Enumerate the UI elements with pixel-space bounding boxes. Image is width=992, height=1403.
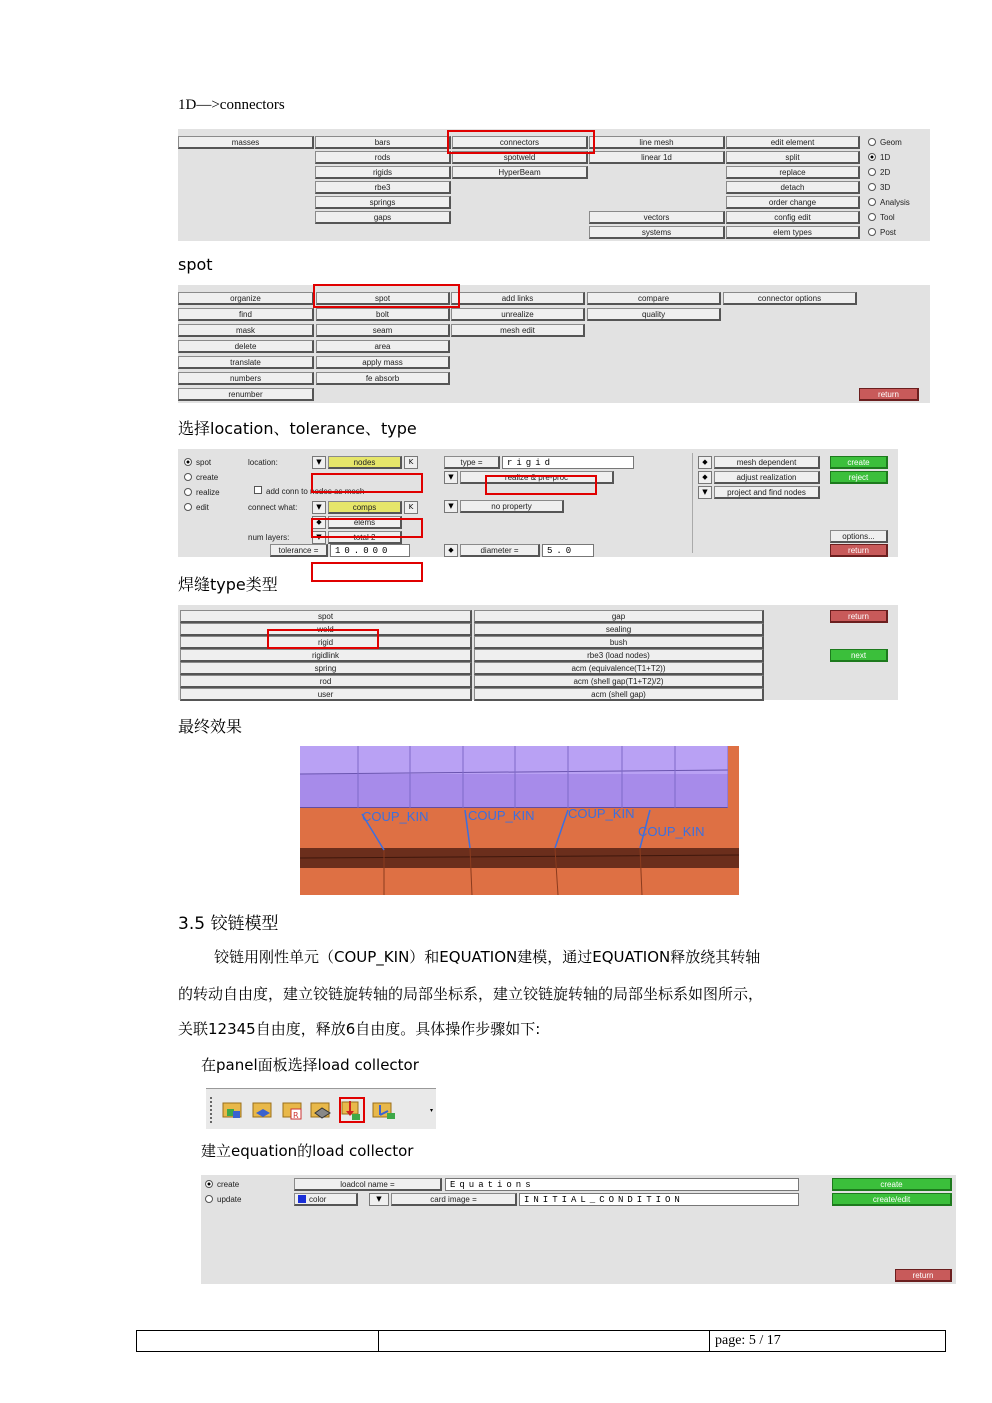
project-find-nodes-button[interactable]: project and find nodes [714,486,820,499]
type-weld-button[interactable]: weld [180,623,472,636]
section-heading-hinge: 3.5 铰链模型 [178,914,279,934]
replace-button[interactable]: replace [726,166,860,179]
mesh-dep-toggle-icon[interactable]: ◆ [698,456,712,469]
heading-1d-connectors: 1D—>connectors [178,97,285,113]
spot-button[interactable]: spot [316,292,450,305]
line-mesh-button[interactable]: line mesh [589,136,725,149]
add-conn-checkbox[interactable]: add conn to nodes as mesh [254,486,364,497]
hyperbeam-button[interactable]: HyperBeam [452,166,588,179]
fe-absorb-button[interactable]: fe absorb [316,372,450,385]
options-button[interactable]: options... [830,530,888,543]
radio-spot[interactable]: spot [184,457,211,468]
radio-geom[interactable]: Geom [868,137,902,148]
location-reset-icon[interactable]: K [404,456,418,469]
mask-button[interactable]: mask [178,324,314,337]
masses-button[interactable]: masses [178,136,314,149]
reject-button[interactable]: reject [830,471,888,484]
type-sealing-button[interactable]: sealing [474,623,764,636]
property-dropdown-icon[interactable]: ▼ [444,500,458,513]
diameter-toggle-icon[interactable]: ◆ [444,544,458,557]
realize-preproc-button[interactable]: realize & pre-proc [460,471,614,484]
page-number: page: 5 / 17 [715,1333,781,1348]
num-layers-button[interactable]: total 2 [328,531,402,544]
coup-kin-label-1: COUP_KIN [362,809,429,824]
loadcol-name-input[interactable]: Equations [445,1178,799,1191]
highlight-tolerance [311,562,423,582]
spot-create-panel [178,449,898,557]
highlight-connectors [447,130,595,154]
paragraph-line-2: 的转动自由度，建立铰链旋转轴的局部坐标系，建立铰链旋转轴的局部坐标系如图所示， [178,985,764,1003]
property-icon[interactable] [282,1099,304,1121]
radio-1d[interactable]: 1D [868,152,890,163]
heading-spot: spot [178,255,213,274]
heading-select-options: 选择location、tolerance、type [178,419,417,438]
num-layers-label: num layers: [248,533,290,542]
adjust-realization-button[interactable]: adjust realization [714,471,820,484]
type-rbe3-button[interactable]: rbe3 (load nodes) [474,649,764,662]
config-edit-button[interactable]: config edit [726,211,860,224]
paragraph-line-5: 建立equation的load collector [201,1142,414,1160]
create-button[interactable]: create [832,1178,952,1191]
seam-button[interactable]: seam [316,324,450,337]
load-collector-toolbar [206,1088,436,1129]
highlight-connect [311,518,423,538]
highlight-type [485,475,597,495]
connectors-button[interactable]: connectors [452,136,588,149]
footer-cell-2 [379,1331,710,1351]
footer-cell-1 [137,1331,379,1351]
tolerance-input[interactable]: 10.000 [330,544,410,557]
tolerance-label[interactable]: tolerance = [270,544,328,557]
coup-kin-label-2: COUP_KIN [468,808,535,823]
connector-options-button[interactable]: connector options [723,292,857,305]
location-label: location: [248,458,278,467]
spot-panel [178,285,930,403]
component-icon[interactable] [252,1099,274,1121]
radio-2d[interactable]: 2D [868,167,890,178]
return-button[interactable]: return [830,544,888,557]
card-image-input[interactable]: INITIAL_CONDITION [519,1193,799,1206]
numbers-button[interactable]: numbers [178,372,314,385]
paragraph-line-1: 铰链用刚性单元（COUP_KIN）和EQUATION建模，通过EQUATION释放绕其转轴 [214,948,761,966]
highlight-rigid [267,629,379,649]
load-collector-panel [201,1175,956,1284]
project-dropdown-icon[interactable]: ▼ [698,486,712,499]
mesh-dependent-button[interactable]: mesh dependent [714,456,820,469]
highlight-spot [313,284,460,308]
create-edit-button[interactable]: create/edit [832,1193,952,1206]
radio-edit[interactable]: edit [184,502,209,513]
realize-dropdown-icon[interactable]: ▼ [444,471,458,484]
linear-1d-button[interactable]: linear 1d [589,151,725,164]
toolbar-grip [210,1097,214,1123]
elem-types-button[interactable]: elem types [726,226,860,239]
type-user-button[interactable]: user [180,688,472,701]
location-nodes-button[interactable]: nodes [328,456,402,469]
radio-create[interactable]: create [205,1179,239,1190]
bolt-button[interactable]: bolt [316,308,450,321]
num-layers-dropdown-icon[interactable]: ▼ [312,531,326,544]
order-change-button[interactable]: order change [726,196,860,209]
load-collector-icon[interactable] [222,1099,244,1121]
apply-mass-button[interactable]: apply mass [316,356,450,369]
translate-button[interactable]: translate [178,356,314,369]
property-button[interactable]: no property [460,500,564,513]
loadcol-name-label[interactable]: loadcol name = [294,1178,442,1191]
toolbar-overflow-icon[interactable]: ▾ [430,1107,434,1114]
rigids-button[interactable]: rigids [315,166,451,179]
weld-type-panel [178,605,898,700]
card-image-dropdown-icon[interactable]: ▼ [369,1193,389,1206]
model-view-image [300,746,739,895]
return-button[interactable]: return [895,1269,952,1282]
coup-kin-label-4: COUP_KIN [638,824,705,839]
radio-tool[interactable]: Tool [868,212,895,223]
type-rigid-button[interactable]: rigid [180,636,472,649]
radio-3d[interactable]: 3D [868,182,890,193]
heading-weld-type: 焊缝type类型 [178,575,278,594]
bars-button[interactable]: bars [315,136,451,149]
find-button[interactable]: find [178,308,314,321]
radio-realize[interactable]: realize [184,487,220,498]
adjust-toggle-icon[interactable]: ◆ [698,471,712,484]
type-rod-button[interactable]: rod [180,675,472,688]
delete-button[interactable]: delete [178,340,314,353]
mesh-edit-button[interactable]: mesh edit [451,324,585,337]
type-bush-button[interactable]: bush [474,636,764,649]
color-swatch [298,1195,306,1203]
compare-button[interactable]: compare [587,292,721,305]
edit-element-button[interactable]: edit element [726,136,860,149]
quality-button[interactable]: quality [587,308,721,321]
renumber-button[interactable]: renumber [178,388,314,401]
connect-reset-icon[interactable]: K [404,501,418,514]
equation-icon[interactable] [339,1097,365,1123]
type-acm-shellgap2-button[interactable]: acm (shell gap(T1+T2)/2) [474,675,764,688]
diameter-input[interactable]: 5.0 [542,544,594,557]
type-spring-button[interactable]: spring [180,662,472,675]
type-acm-equiv-button[interactable]: acm (equivalence(T1+T2)) [474,662,764,675]
area-button[interactable]: area [316,340,450,353]
model-view-svg [300,746,739,895]
radio-create[interactable]: create [184,472,218,483]
type-spot-button[interactable]: spot [180,610,472,623]
paragraph-line-4: 在panel面板选择load collector [201,1056,419,1074]
elems-button[interactable]: elems [328,516,402,529]
system-icon[interactable] [372,1099,398,1121]
next-button[interactable]: next [830,649,888,662]
gaps-button[interactable]: gaps [315,211,451,224]
create-button[interactable]: create [830,456,888,469]
coup-kin-label-3: COUP_KIN [568,806,635,821]
organize-button[interactable]: organize [178,292,314,305]
divider [692,453,693,553]
highlight-location [311,473,423,493]
type-acm-shellgap-button[interactable]: acm (shell gap) [474,688,764,701]
page-footer [136,1330,946,1352]
connect-dropdown-icon[interactable]: ▼ [312,501,326,514]
vectors-button[interactable]: vectors [589,211,725,224]
return-button[interactable]: return [830,610,888,623]
diameter-label[interactable]: diameter = [460,544,540,557]
paragraph-line-3: 关联12345自由度，释放6自由度。具体操作步骤如下: [178,1020,541,1038]
add-links-button[interactable]: add links [451,292,585,305]
type-gap-button[interactable]: gap [474,610,764,623]
radio-update[interactable]: update [205,1194,241,1205]
radio-analysis[interactable]: Analysis [868,197,910,208]
heading-final-effect: 最终效果 [178,717,243,736]
material-icon[interactable] [310,1099,332,1121]
springs-button[interactable]: springs [315,196,451,209]
connect-comps-button[interactable]: comps [328,501,402,514]
svg-text:R: R [293,1111,299,1120]
rbe3-button[interactable]: rbe3 [315,181,451,194]
return-button[interactable]: return [859,388,919,401]
type-rigidlink-button[interactable]: rigidlink [180,649,472,662]
unrealize-button[interactable]: unrealize [451,308,585,321]
elems-toggle-icon[interactable]: ◆ [312,516,326,529]
systems-button[interactable]: systems [589,226,725,239]
detach-button[interactable]: detach [726,181,860,194]
spotweld-button[interactable]: spotweld [452,151,588,164]
radio-post[interactable]: Post [868,227,896,238]
split-button[interactable]: split [726,151,860,164]
card-image-label[interactable]: card image = [391,1193,517,1206]
type-input[interactable]: rigid [502,456,634,469]
type-label[interactable]: type = [444,456,500,469]
connect-what-label: connect what: [248,503,298,512]
color-button[interactable]: color [294,1193,358,1206]
rods-button[interactable]: rods [315,151,451,164]
location-dropdown-icon[interactable]: ▼ [312,456,326,469]
